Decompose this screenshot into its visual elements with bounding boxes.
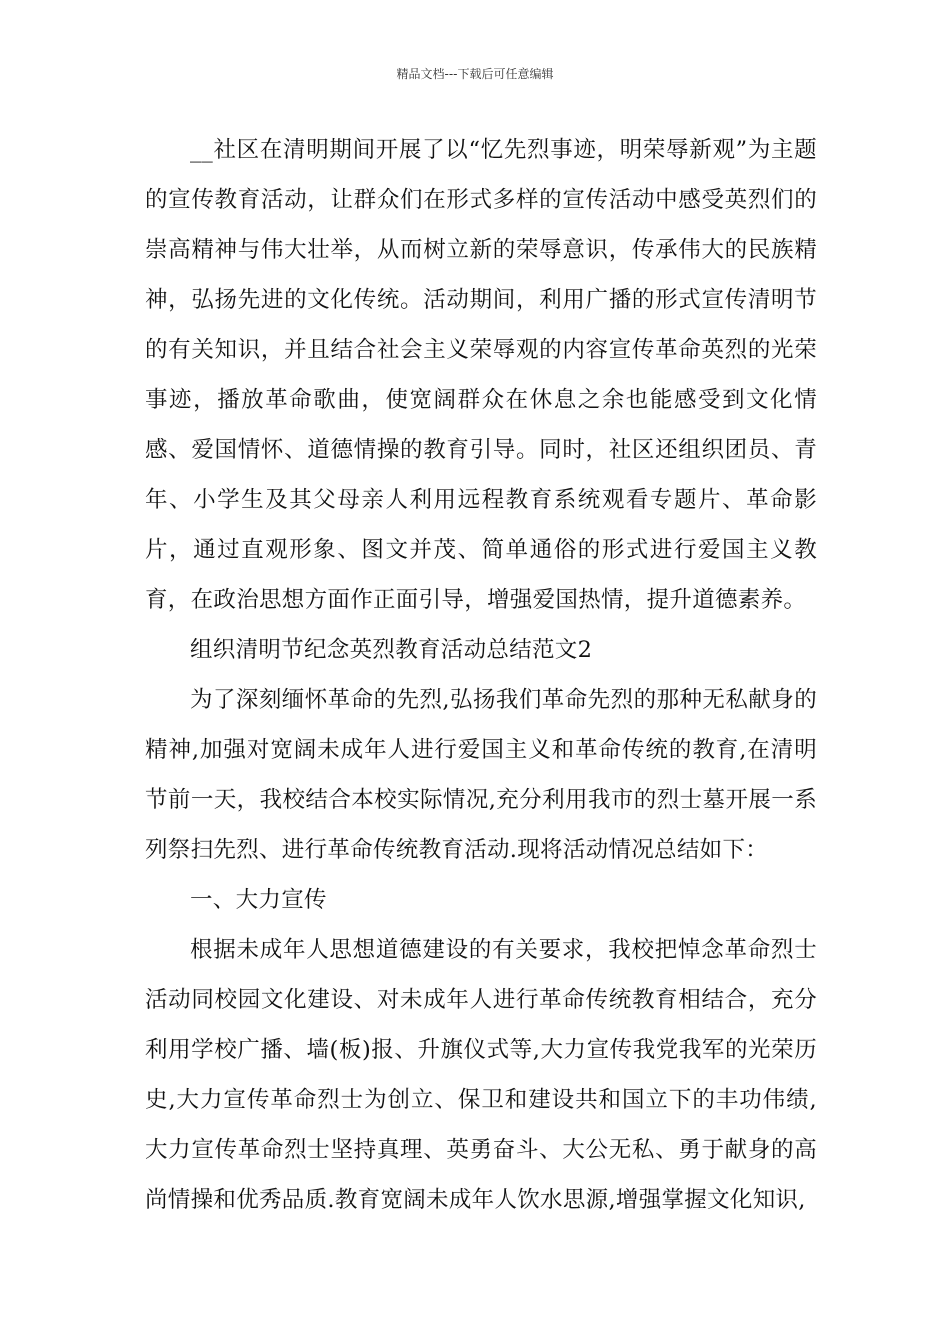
paragraph-community-activity: __社区在清明期间开展了以“忆先烈事迹，明荣辱新观”为主题的宣传教育活动，让群众们在形式多样的宣传活动中感受英烈们的崇高精神与伟大壮举，从而树立新的荣辱意识，传承伟大的民族精神，弘扬先进的文化传统。活动期间，利用广播的形式宣传清明节的有关知识，并且结合社会主义荣辱观的内容宣传革命英烈的光荣事迹，播放革命歌曲，使宽阔群众在休息之余也能感受到文化情感、爱国情怀、道德情操的教育引导。同时，社区还组织团员、青年、小学生及其父母亲人利用远程教育系统观看专题片、革命影片，通过直观形象、图文并茂、简单通俗的形式进行爱国主义教育，在政治思想方面作正面引导，增强爱国热情，提升道德素养。 [145,137,817,613]
document-body [145,125,817,1225]
paragraph-school-activity: 为了深刻缅怀革命的先烈,弘扬我们革命先烈的那种无私献身的精神,加强对宽阔未成年人进行爱国主义和革命传统的教育,在清明节前一天，我校结合本校实际情况,充分利用我市的烈士墓开展一系列祭扫先烈、进行革命传统教育活动.现将活动情况总结如下： [145,687,817,863]
section-heading-publicity: 一、大力宣传 [190,887,327,913]
page-header: 精品文档---下载后可任意编辑 [396,67,554,81]
section-title-sample-2: 组织清明节纪念英烈教育活动总结范文2 [190,637,593,663]
paragraph-publicity-details: 根据未成年人思想道德建设的有关要求，我校把悼念革命烈士活动同校园文化建设、对未成年人进行革命传统教育相结合，充分利用学校广播、墙(板)报、升旗仪式等,大力宣传我党我军的光荣历史,大力宣传革命烈士为创立、保卫和建设共和国立下的丰功伟绩,大力宣传革命烈士坚持真理、英勇奋斗、大公无私、勇于献身的高尚情操和优秀品质.教育宽阔未成年人饮水思源,增强掌握文化知识, [145,937,817,1213]
